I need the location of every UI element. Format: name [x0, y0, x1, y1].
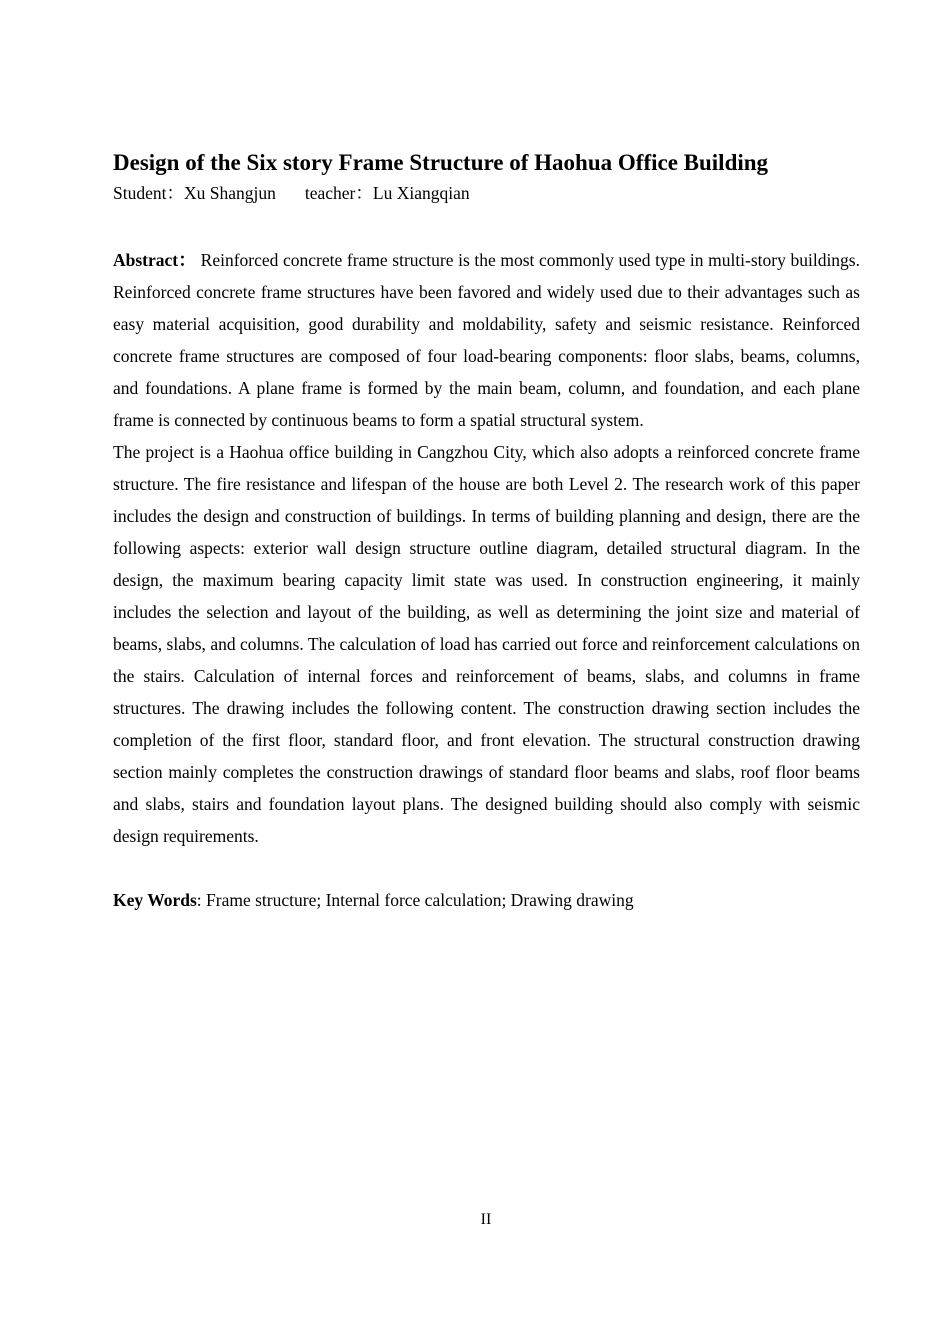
page-content [113, 146, 860, 916]
document-title: Design of the Six story Frame Structure of Haohua Office Building [113, 150, 769, 175]
student-name: Xu Shangjun [183, 183, 276, 203]
abstract-section [113, 244, 860, 852]
abstract-label: Abstract： [113, 250, 197, 270]
teacher-name: Lu Xiangqian [372, 183, 470, 203]
abstract-text-1: Reinforced concrete frame structure is the most commonly used type in multi-story buildings. Reinforced concrete frame structures have been favored and widely used due to their advantages such as easy material acquisition, good durability and moldability, safety and seismic resistance. Reinforced concrete frame structures are composed of four load-bearing components: floor slabs, beams, columns, and foundations. A plane frame is formed by the main beam, column, and foundation, and each plane frame is connected by continuous beams to form a spatial structural system. [113, 250, 860, 430]
keywords-label: Key Words [113, 890, 197, 910]
teacher-label: teacher： [304, 183, 373, 203]
abstract-paragraph-2: The project is a Haohua office building in Cangzhou City, which also adopts a reinforced concrete frame structure. The fire resistance and lifespan of the house are both Level 2. The research work of this paper includes the design and construction of buildings. In terms of building planning and design, there are the following aspects: exterior wall design structure outline diagram, detailed structural diagram. In the design, the maximum bearing capacity limit state was used. In construction engineering, it mainly includes the selection and layout of the building, as well as determining the joint size and material of beams, slabs, and columns. The calculation of load has carried out force and reinforcement calculations on the stairs. Calculation of internal forces and reinforcement of beams, slabs, and columns in frame structures. The drawing includes the following content. The construction drawing section includes the completion of the first floor, standard floor, and front elevation. The structural construction drawing section mainly completes the construction drawings of standard floor beams and slabs, roof floor beams and slabs, stairs and foundation layout plans. The designed building should also comply with seismic design requirements. [113, 442, 860, 846]
page-number: II [480, 1211, 492, 1228]
keywords-line [113, 884, 860, 916]
keywords-text: : Frame structure; Internal force calculation; Drawing drawing [196, 890, 634, 910]
abstract-paragraph-1 [113, 244, 860, 436]
author-line [113, 180, 860, 206]
student-label: Student： [113, 183, 184, 203]
